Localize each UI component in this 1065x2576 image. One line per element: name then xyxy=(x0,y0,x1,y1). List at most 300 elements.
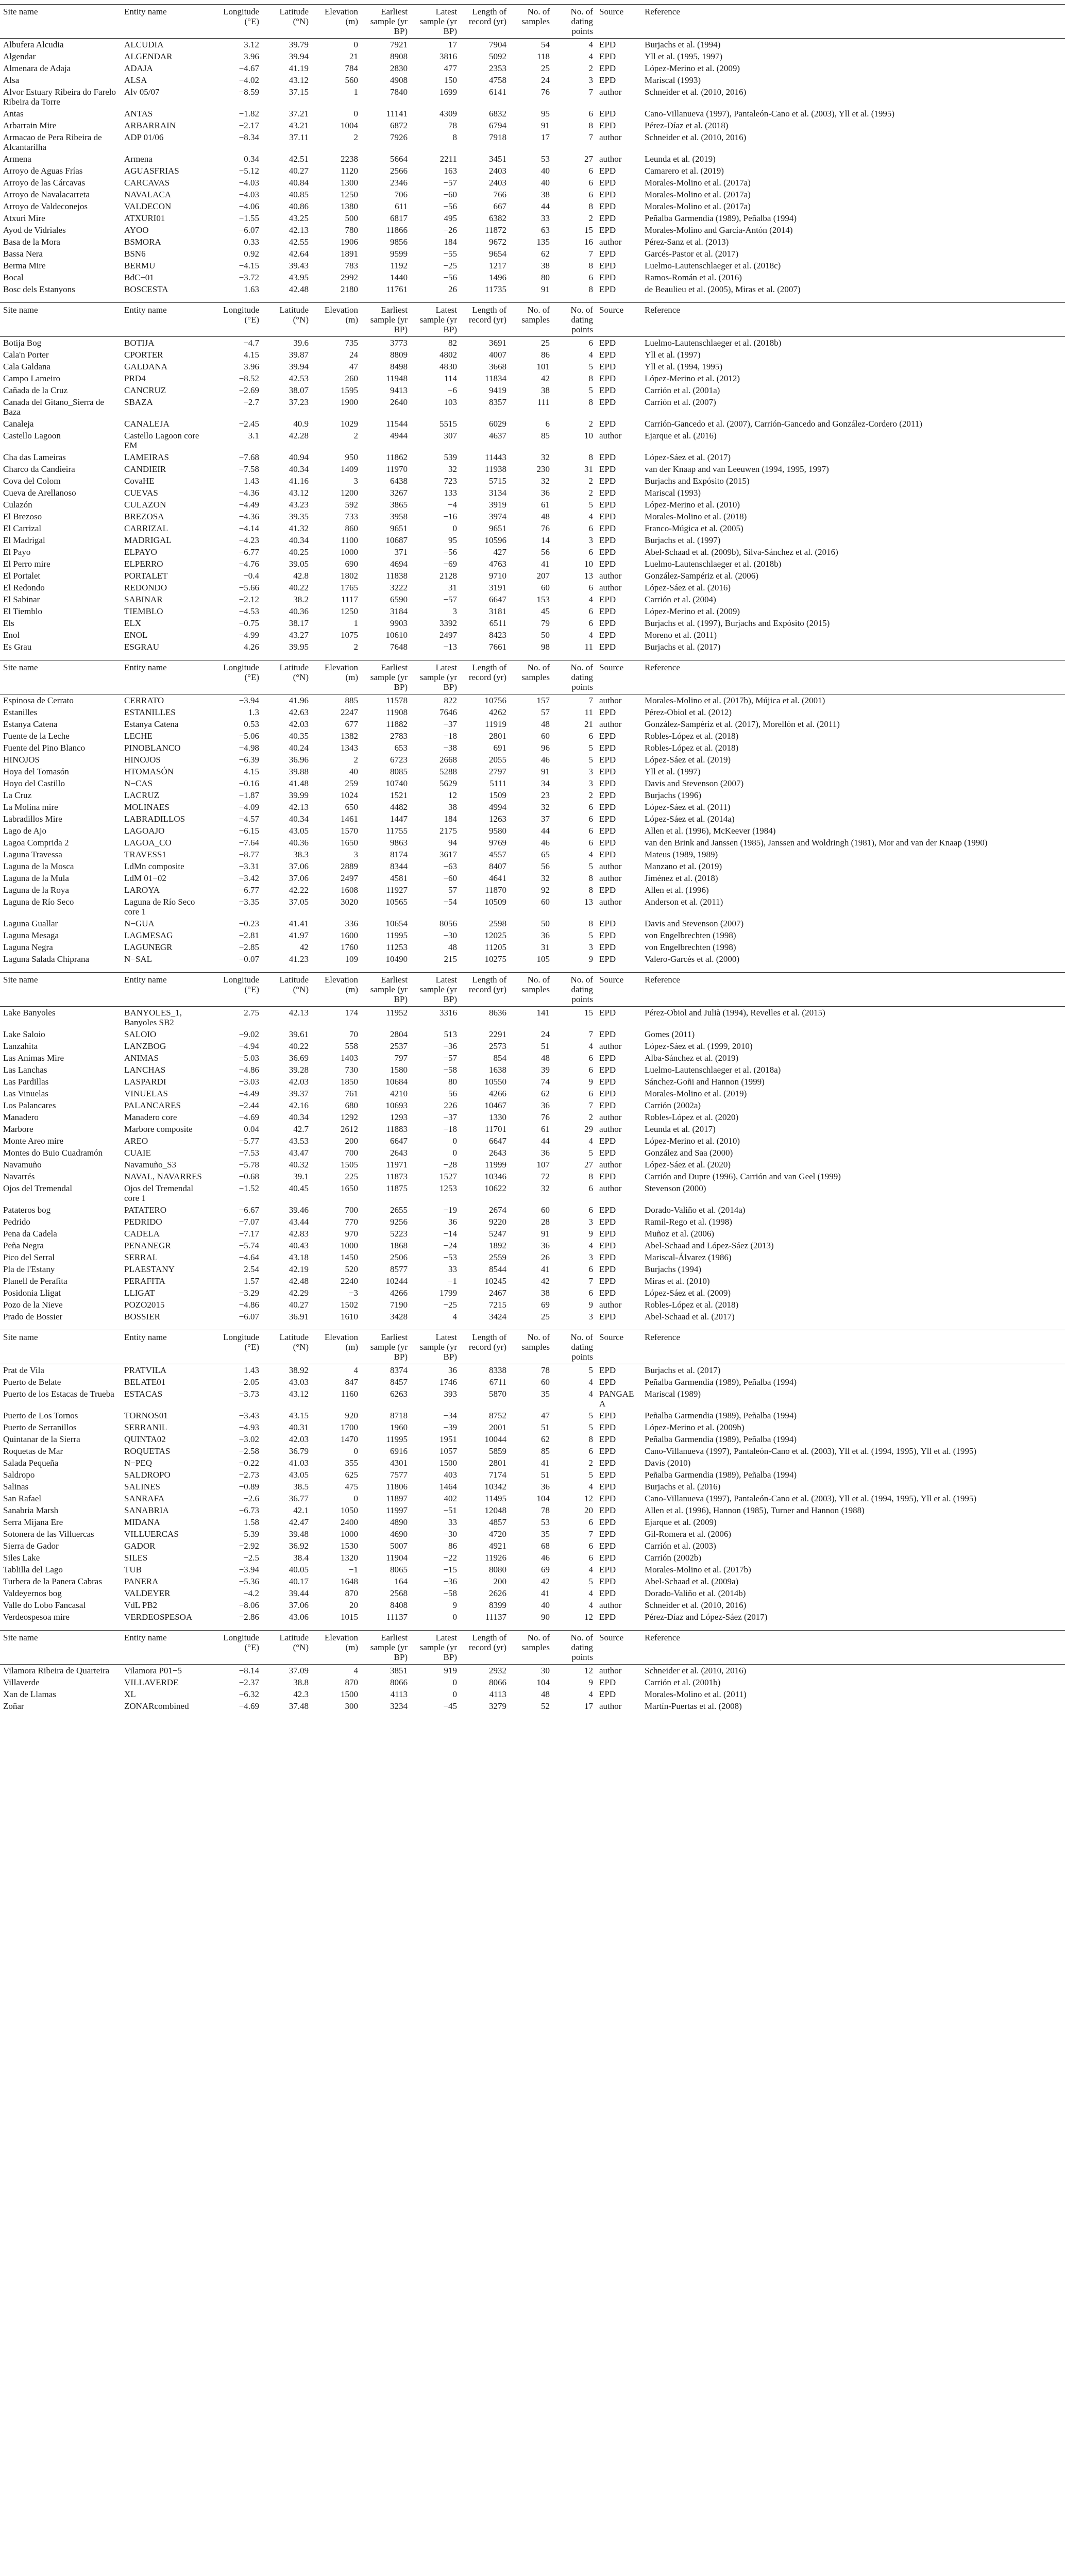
dating-points-cell: 4 xyxy=(588,1241,593,1250)
reference-cell: López-Merino et al. (2010) xyxy=(645,500,740,510)
entity-name-cell: LAGOAJO xyxy=(124,826,165,836)
elevation-cell: 650 xyxy=(345,802,358,812)
latest-sample-cell: −45 xyxy=(443,1701,457,1711)
latitude-cell: 42.13 xyxy=(289,225,309,235)
earliest-sample-cell: 2568 xyxy=(390,1588,408,1598)
latitude-cell: 43.23 xyxy=(289,500,309,510)
longitude-cell: −2.7 xyxy=(243,397,259,407)
reference-cell: Luelmo-Lautenschlaeger et al. (2018b) xyxy=(645,559,782,569)
reference-cell: Allen et al. (1996), McKeever (1984) xyxy=(645,826,776,836)
latest-sample-cell: 477 xyxy=(444,63,457,73)
entity-name-cell: VERDEOSPESOA xyxy=(124,1612,193,1622)
source-cell: EPD xyxy=(599,40,616,49)
latest-sample-cell: −37 xyxy=(443,719,457,729)
longitude-cell: −6.15 xyxy=(239,826,259,836)
earliest-sample-cell: 11875 xyxy=(386,1183,408,1193)
elevation-cell: 260 xyxy=(345,374,358,383)
record-length-cell: 3451 xyxy=(489,154,506,164)
longitude-cell: −0.4 xyxy=(243,571,259,581)
dating-points-cell: 6 xyxy=(588,1183,593,1193)
elevation-cell: 47 xyxy=(349,362,358,371)
sample-count-cell: 135 xyxy=(536,237,550,247)
dating-points-cell: 6 xyxy=(588,731,593,741)
earliest-sample-cell: 3234 xyxy=(390,1701,408,1711)
sample-count-cell: 32 xyxy=(541,476,550,486)
latitude-cell: 42.53 xyxy=(289,374,309,383)
elevation-cell: 40 xyxy=(349,767,358,776)
header-earliest-sample: Earliest sample (yr BP) xyxy=(361,303,411,337)
latitude-cell: 40.85 xyxy=(289,190,309,199)
sample-count-cell: 61 xyxy=(541,1124,550,1134)
sample-count-cell: 46 xyxy=(541,1553,550,1563)
table-row xyxy=(0,522,1065,534)
source-cell: author xyxy=(599,132,622,142)
source-cell: EPD xyxy=(599,930,616,940)
sample-count-cell: 46 xyxy=(541,755,550,765)
earliest-sample-cell: 11137 xyxy=(386,1612,408,1622)
site-name-cell: Estanya Catena xyxy=(3,719,58,729)
dating-points-cell: 9 xyxy=(588,1677,593,1687)
entity-name-cell: SANRAFA xyxy=(124,1494,165,1503)
dating-points-cell: 8 xyxy=(588,121,593,130)
earliest-sample-cell: 6438 xyxy=(390,476,408,486)
sample-count-cell: 105 xyxy=(536,954,550,964)
longitude-cell: −1.87 xyxy=(239,790,259,800)
latitude-cell: 39.99 xyxy=(289,790,309,800)
earliest-sample-cell: 11948 xyxy=(386,374,408,383)
site-name-cell: Bosc dels Estanyons xyxy=(3,284,75,294)
source-cell: author xyxy=(599,571,622,581)
entity-name-cell: ROQUETAS xyxy=(124,1446,171,1456)
elevation-cell: 1802 xyxy=(341,571,358,581)
site-name-cell: Pedrido xyxy=(3,1217,30,1227)
table-row xyxy=(0,1493,1065,1504)
reference-cell: López-Sáez et al. (2017) xyxy=(645,452,731,462)
source-cell: EPD xyxy=(599,178,616,188)
latitude-cell: 39.44 xyxy=(289,1588,309,1598)
site-name-cell: Els xyxy=(3,618,14,628)
sample-count-cell: 41 xyxy=(541,559,550,569)
dating-points-cell: 6 xyxy=(588,583,593,592)
elevation-cell: 847 xyxy=(345,1377,358,1387)
header-reference: Reference xyxy=(641,1631,1065,1665)
record-length-cell: 6141 xyxy=(489,87,506,97)
record-length-cell: 9220 xyxy=(489,1217,506,1227)
longitude-cell: −7.58 xyxy=(239,464,259,474)
latest-sample-cell: 1699 xyxy=(439,87,457,97)
entity-name-cell: VALDEYER xyxy=(124,1588,171,1598)
dating-points-cell: 4 xyxy=(588,40,593,49)
latest-sample-cell: −18 xyxy=(443,1124,457,1134)
table-row xyxy=(0,837,1065,849)
elevation-cell: 784 xyxy=(345,63,358,73)
latest-sample-cell: −28 xyxy=(443,1160,457,1170)
record-length-cell: 2001 xyxy=(489,1422,506,1432)
sample-count-cell: 91 xyxy=(541,284,550,294)
dating-points-cell: 3 xyxy=(588,942,593,952)
site-name-cell: Arroyo de Navalacarreta xyxy=(3,190,90,199)
entity-name-cell: LLIGAT xyxy=(124,1288,155,1298)
longitude-cell: 3.96 xyxy=(244,362,259,371)
earliest-sample-cell: 1192 xyxy=(390,261,408,270)
source-cell: EPD xyxy=(599,1053,616,1063)
latitude-cell: 40.43 xyxy=(289,1241,309,1250)
elevation-cell: 1117 xyxy=(341,595,358,604)
elevation-cell: 1300 xyxy=(341,178,358,188)
header-earliest-sample: Earliest sample (yr BP) xyxy=(361,1330,411,1364)
header-sample-count: No. of samples xyxy=(510,973,553,1007)
site-name-cell: Laguna de Río Seco xyxy=(3,897,74,907)
sample-count-cell: 36 xyxy=(541,1241,550,1250)
dating-points-cell: 3 xyxy=(588,535,593,545)
elevation-cell: 1 xyxy=(353,87,358,97)
entity-name-cell: CPORTER xyxy=(124,350,163,360)
latitude-cell: 38.17 xyxy=(289,618,309,628)
latitude-cell: 41.97 xyxy=(289,930,309,940)
source-cell: EPD xyxy=(599,850,616,859)
site-name-cell: Posidonia Lligat xyxy=(3,1288,61,1298)
elevation-cell: 2 xyxy=(353,431,358,440)
entity-name-cell: HINOJOS xyxy=(124,755,161,765)
record-length-cell: 4921 xyxy=(489,1541,506,1551)
header-dating-points: No. of dating points xyxy=(553,660,596,694)
latest-sample-cell: 307 xyxy=(444,431,457,440)
source-cell: EPD xyxy=(599,1505,616,1515)
longitude-cell: −4.49 xyxy=(239,500,259,510)
latitude-cell: 42.22 xyxy=(289,885,309,895)
longitude-cell: 0.33 xyxy=(244,237,259,247)
elevation-cell: 1850 xyxy=(341,1077,358,1087)
entity-name-cell: LdMn composite xyxy=(124,861,184,871)
latitude-cell: 42.16 xyxy=(289,1100,309,1110)
record-length-cell: 2055 xyxy=(489,755,506,765)
record-length-cell: 8423 xyxy=(489,630,506,640)
longitude-cell: −2.92 xyxy=(239,1541,259,1551)
latest-sample-cell: −25 xyxy=(443,261,457,270)
latest-sample-cell: 48 xyxy=(448,942,457,952)
entity-name-cell: BOSSIER xyxy=(124,1312,160,1321)
dating-points-cell: 5 xyxy=(588,1365,593,1375)
elevation-cell: 1050 xyxy=(341,1505,358,1515)
dating-points-cell: 5 xyxy=(588,1470,593,1480)
latitude-cell: 41.23 xyxy=(289,954,309,964)
reference-cell: Pérez-Obiol and Julià (1994), Revelles et al. (2015) xyxy=(645,1008,825,1018)
site-name-cell: Serra Mijana Ere xyxy=(3,1517,63,1527)
dating-points-cell: 8 xyxy=(588,284,593,294)
reference-cell: Davis (2010) xyxy=(645,1458,691,1468)
sample-count-cell: 37 xyxy=(541,814,550,824)
longitude-cell: −4.57 xyxy=(239,814,259,824)
dating-points-cell: 12 xyxy=(584,1612,593,1622)
latest-sample-cell: 4830 xyxy=(439,362,457,371)
record-length-cell: 11735 xyxy=(485,284,506,294)
latitude-cell: 42.64 xyxy=(289,249,309,259)
entity-name-cell: TRAVESS1 xyxy=(124,850,166,859)
site-name-cell: Almenara de Adaja xyxy=(3,63,71,73)
elevation-cell: 1600 xyxy=(341,930,358,940)
earliest-sample-cell: 8374 xyxy=(390,1365,408,1375)
elevation-cell: 1004 xyxy=(341,121,358,130)
latest-sample-cell: 0 xyxy=(452,523,457,533)
latest-sample-cell: −26 xyxy=(443,225,457,235)
dating-points-cell: 29 xyxy=(584,1124,593,1134)
latitude-cell: 43.12 xyxy=(289,75,309,85)
latest-sample-cell: −69 xyxy=(443,559,457,569)
dating-points-cell: 8 xyxy=(588,261,593,270)
sample-count-cell: 17 xyxy=(541,132,550,142)
entity-name-cell: PINOBLANCO xyxy=(124,743,181,753)
record-length-cell: 8399 xyxy=(489,1600,506,1610)
longitude-cell: −4.2 xyxy=(243,1588,259,1598)
table-row xyxy=(0,50,1065,62)
elevation-cell: 1382 xyxy=(341,731,358,741)
site-name-cell: Armacao de Pera Ribeira de Alcantarilha xyxy=(3,132,102,152)
table-row xyxy=(0,108,1065,120)
reference-cell: González-Sampériz et al. (2017), Morellón et al. (2011) xyxy=(645,719,840,729)
entity-name-cell: Castello Lagoon core EM xyxy=(124,431,199,450)
dating-points-cell: 2 xyxy=(588,488,593,498)
dating-points-cell: 3 xyxy=(588,767,593,776)
entity-name-cell: MADRIGAL xyxy=(124,535,172,545)
dating-points-cell: 6 xyxy=(588,1065,593,1075)
elevation-cell: 1250 xyxy=(341,606,358,616)
site-name-cell: Los Palancares xyxy=(3,1100,56,1110)
source-cell: EPD xyxy=(599,213,616,223)
table-row xyxy=(0,1410,1065,1421)
record-length-cell: 6647 xyxy=(489,1136,506,1146)
elevation-cell: 0 xyxy=(353,40,358,49)
reference-cell: López-Sáez et al. (2014a) xyxy=(645,814,735,824)
site-name-cell: Albufera Alcudia xyxy=(3,40,64,49)
record-length-cell: 9580 xyxy=(489,826,506,836)
record-length-cell: 4641 xyxy=(489,873,506,883)
reference-cell: Dorado-Valiño et al. (2014b) xyxy=(645,1588,746,1598)
sample-count-cell: 25 xyxy=(541,1312,550,1321)
entity-name-cell: BELATE01 xyxy=(124,1377,166,1387)
dating-points-cell: 4 xyxy=(588,1565,593,1574)
earliest-sample-cell: 6817 xyxy=(390,213,408,223)
entity-name-cell: ELPERRO xyxy=(124,559,163,569)
record-length-cell: 667 xyxy=(493,201,506,211)
earliest-sample-cell: 5664 xyxy=(390,154,408,164)
record-length-cell: 2626 xyxy=(489,1588,506,1598)
table-row xyxy=(0,1263,1065,1275)
table-row xyxy=(0,1481,1065,1493)
site-name-cell: Monte Areo mire xyxy=(3,1136,64,1146)
dating-points-cell: 5 xyxy=(588,1411,593,1420)
latitude-cell: 43.12 xyxy=(289,488,309,498)
elevation-cell: 1608 xyxy=(341,885,358,895)
header-entity-name: Entity name xyxy=(121,973,213,1007)
dating-points-cell: 9 xyxy=(588,1229,593,1239)
earliest-sample-cell: 9903 xyxy=(390,618,408,628)
site-name-cell: El Sabinar xyxy=(3,595,40,604)
source-cell: EPD xyxy=(599,225,616,235)
sample-count-cell: 52 xyxy=(541,1701,550,1711)
table-row xyxy=(0,1076,1065,1088)
longitude-cell: 3.96 xyxy=(244,52,259,61)
table-row xyxy=(0,131,1065,153)
site-name-cell: Puerto de los Estacas de Trueba xyxy=(3,1389,114,1399)
earliest-sample-cell: 611 xyxy=(395,201,408,211)
reference-cell: Mariscal (1993) xyxy=(645,488,701,498)
latitude-cell: 39.43 xyxy=(289,261,309,270)
elevation-cell: 1120 xyxy=(341,166,358,176)
reference-cell: Peñalba Garmendia (1989), Peñalba (1994) xyxy=(645,1411,797,1420)
site-name-cell: Laguna Mesaga xyxy=(3,930,59,940)
table-row xyxy=(0,1028,1065,1040)
latest-sample-cell: 94 xyxy=(448,838,457,848)
source-cell: EPD xyxy=(599,1312,616,1321)
elevation-cell: 2992 xyxy=(341,273,358,282)
reference-cell: Peñalba Garmendia (1989), Peñalba (1994) xyxy=(645,1434,797,1444)
entity-name-cell: ALGENDAR xyxy=(124,52,173,61)
record-length-cell: 7904 xyxy=(489,40,506,49)
reference-cell: Morales-Molino et al. (2017a) xyxy=(645,201,751,211)
dating-points-cell: 2 xyxy=(588,1458,593,1468)
record-length-cell: 2403 xyxy=(489,178,506,188)
earliest-sample-cell: 7926 xyxy=(390,132,408,142)
entity-name-cell: CULAZON xyxy=(124,500,166,510)
latest-sample-cell: 8 xyxy=(452,132,457,142)
section-spacer xyxy=(0,1712,1065,1719)
latest-sample-cell: −36 xyxy=(443,1041,457,1051)
dating-points-cell: 6 xyxy=(588,273,593,282)
elevation-cell: 1461 xyxy=(341,814,358,824)
reference-cell: Mariscal-Álvarez (1986) xyxy=(645,1252,732,1262)
latitude-cell: 39.79 xyxy=(289,40,309,49)
entity-name-cell: CUAIE xyxy=(124,1148,151,1158)
sample-count-cell: 40 xyxy=(541,178,550,188)
entity-name-cell: BREZOSA xyxy=(124,512,164,521)
latitude-cell: 43.12 xyxy=(289,1389,309,1399)
dating-points-cell: 9 xyxy=(588,954,593,964)
source-cell: author xyxy=(599,583,622,592)
latest-sample-cell: −54 xyxy=(443,897,457,907)
entity-name-cell: BERMU xyxy=(124,261,156,270)
entity-name-cell: CovaHE xyxy=(124,476,155,486)
record-length-cell: 1217 xyxy=(489,261,506,270)
dating-points-cell: 6 xyxy=(588,1205,593,1215)
earliest-sample-cell: 11904 xyxy=(386,1553,408,1563)
header-elevation: Elevation (m) xyxy=(312,1330,361,1364)
source-cell: EPD xyxy=(599,606,616,616)
latest-sample-cell: −30 xyxy=(443,1529,457,1539)
longitude-cell: −2.37 xyxy=(239,1677,259,1687)
elevation-cell: 2612 xyxy=(341,1124,358,1134)
elevation-cell: 870 xyxy=(345,1588,358,1598)
latitude-cell: 38.2 xyxy=(293,595,309,604)
entity-name-cell: LACRUZ xyxy=(124,790,159,800)
latest-sample-cell: 2668 xyxy=(439,755,457,765)
latest-sample-cell: 95 xyxy=(448,535,457,545)
sample-count-cell: 36 xyxy=(541,488,550,498)
entity-name-cell: ARBARRAIN xyxy=(124,121,176,130)
reference-cell: Muñoz et al. (2006) xyxy=(645,1229,715,1239)
dating-points-cell: 6 xyxy=(588,190,593,199)
latitude-cell: 41.16 xyxy=(289,476,309,486)
earliest-sample-cell: 11908 xyxy=(386,707,408,717)
sample-count-cell: 86 xyxy=(541,350,550,360)
dating-points-cell: 4 xyxy=(588,1136,593,1146)
entity-name-cell: SALDROPO xyxy=(124,1470,171,1480)
elevation-cell: 0 xyxy=(353,109,358,118)
longitude-cell: −8.06 xyxy=(239,1600,259,1610)
header-dating-points: No. of dating points xyxy=(553,1330,596,1364)
record-length-cell: 6382 xyxy=(489,213,506,223)
site-name-cell: Charco da Candieira xyxy=(3,464,75,474)
dating-points-cell: 2 xyxy=(588,476,593,486)
earliest-sample-cell: 11873 xyxy=(386,1172,408,1181)
source-cell: EPD xyxy=(599,52,616,61)
sample-count-cell: 48 xyxy=(541,1053,550,1063)
longitude-cell: −5.12 xyxy=(239,166,259,176)
table-row xyxy=(0,1007,1065,1029)
reference-cell: van den Brink and Janssen (1985), Janssen and Woldringh (1981), Mor and van der Knaap (1990) xyxy=(645,838,988,848)
latest-sample-cell: −18 xyxy=(443,731,457,741)
source-cell: EPD xyxy=(599,1458,616,1468)
sample-count-cell: 62 xyxy=(541,1434,550,1444)
sample-count-cell: 90 xyxy=(541,1612,550,1622)
table-row xyxy=(0,1111,1065,1123)
latest-sample-cell: 57 xyxy=(448,885,457,895)
reference-cell: Burjachs (1994) xyxy=(645,1264,702,1274)
source-cell: EPD xyxy=(599,1434,616,1444)
latest-sample-cell: 184 xyxy=(444,814,457,824)
longitude-cell: −6.67 xyxy=(239,1205,259,1215)
sample-count-cell: 14 xyxy=(541,535,550,545)
site-name-cell: El Madrigal xyxy=(3,535,45,545)
record-length-cell: 4007 xyxy=(489,350,506,360)
elevation-cell: 700 xyxy=(345,1148,358,1158)
latest-sample-cell: −57 xyxy=(443,1053,457,1063)
latitude-cell: 41.41 xyxy=(289,919,309,928)
longitude-cell: −2.17 xyxy=(239,121,259,130)
source-cell: EPD xyxy=(599,500,616,510)
sample-count-cell: 51 xyxy=(541,1041,550,1051)
latitude-cell: 39.46 xyxy=(289,1205,309,1215)
dating-points-cell: 9 xyxy=(588,1077,593,1087)
reference-cell: Gomes (2011) xyxy=(645,1029,695,1039)
earliest-sample-cell: 8809 xyxy=(390,350,408,360)
entity-name-cell: SERRAL xyxy=(124,1252,158,1262)
elevation-cell: 1502 xyxy=(341,1300,358,1310)
elevation-cell: 1000 xyxy=(341,1529,358,1539)
longitude-cell: 0.53 xyxy=(244,719,259,729)
source-cell: EPD xyxy=(599,1482,616,1492)
record-length-cell: 5870 xyxy=(489,1389,506,1399)
site-name-cell: Lanzahita xyxy=(3,1041,38,1051)
source-cell: EPD xyxy=(599,630,616,640)
longitude-cell: 3.1 xyxy=(248,431,259,440)
longitude-cell: −3.42 xyxy=(239,873,259,883)
latest-sample-cell: −22 xyxy=(443,1553,457,1563)
source-cell: EPD xyxy=(599,1241,616,1250)
elevation-cell: 860 xyxy=(345,523,358,533)
earliest-sample-cell: 5223 xyxy=(390,1229,408,1239)
header-record-length: Length of record (yr) xyxy=(460,5,510,39)
earliest-sample-cell: 1521 xyxy=(390,790,408,800)
longitude-cell: −0.23 xyxy=(239,919,259,928)
header-latest-sample: Latest sample (yr BP) xyxy=(411,1631,460,1665)
source-cell: EPD xyxy=(599,1288,616,1298)
site-name-cell: Roquetas de Mar xyxy=(3,1446,63,1456)
sample-count-cell: 68 xyxy=(541,1541,550,1551)
section-spacer xyxy=(0,1323,1065,1330)
table-row xyxy=(0,1445,1065,1457)
elevation-cell: −1 xyxy=(348,1565,358,1574)
latest-sample-cell: −63 xyxy=(443,861,457,871)
